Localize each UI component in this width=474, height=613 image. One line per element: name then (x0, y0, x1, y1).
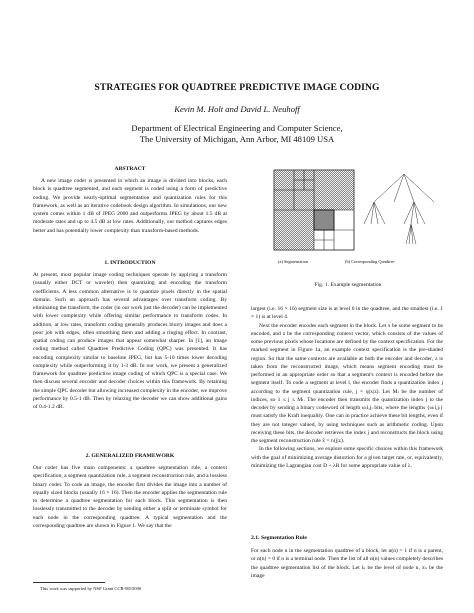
figure-caption-b: (b) Corresponding Quadtree (345, 259, 395, 264)
figure-1 (252, 168, 448, 268)
paper-title: STRATEGIES FOR QUADTREE PREDICTIVE IMAGE CODING (94, 82, 380, 93)
paper-affiliation (0, 123, 474, 145)
segmentation-rule-text (251, 547, 443, 580)
right-paragraph-4: For each node n in the segmentation quadtree of a block, let α(n) = 1 if n is a parent, or α(n) = 0 if n is a terminal node. Then the list of all α(n) values completely describes the quadtree segmentation list of the block. Let lₙ be the level of node n, xₙ be the image (251, 548, 443, 579)
footnote-rule (33, 582, 105, 583)
abstract-paragraph: A new image coder is presented in which an image is divided into blocks, each block is quadtree segmented, and each segment is coded using a form of predictive coding. We provide nearly-optimal segmentation and quantization rules for this framework, as well as an iterative codebook design algorithm. In simulations, our new system comes within 1 dB of JPEG 2000 and outperforms JPEG by about 1.5 dB at moderate rates and up to 4.5 dB at low rates. Additionally, our method captures edges better and has potentially lower complexity than transform-based methods. (33, 178, 227, 234)
figure-segmentation-graphic (252, 168, 448, 268)
right-paragraph-3: In the following sections, we explore some specific choices within this framework with the goal of minimizing average distortion for a given target rate, or, equivalently, minimizing the Lagrangian cost D + λR for some appropriate value of λ. (251, 446, 443, 469)
affiliation-line-1: Department of Electrical Engineering and Computer Science, (131, 123, 343, 133)
framework-heading: 2. GENERALIZED FRAMEWORK (85, 453, 175, 459)
abstract-text (33, 177, 227, 235)
affiliation-line-2: The University of Michigan, Ann Arbor, MI 48109 USA (139, 134, 335, 144)
figure-caption: Fig. 1. Example segmentation (314, 282, 382, 288)
framework-paragraph: Our coder has five main components: a quadtree segmentation rule, a context specification, a segment quantization rule, a segment reconstruction rule, and a lossless binary coder. To code an image, the encoder first divides the image into a number of equally sized blocks (usually 16 × 16). Then the encoder applies the segmentation rule to determine a quadtree segmentation for each block. This segmentation is then losslessly transmitted to the decoder by sending either a split or terminate symbol for each node in the corresponding quadtree. A typical segmentation and the corresponding quadtree are shown in Figure 1. We say that the (33, 465, 227, 529)
right-paragraph-2: Next the encoder encodes each segment in the block. Let x be some segment to be encoded, and z be the corresponding context vector, which consists of the values of some previous pixels whose locations are defined by the context specification. For the marked segment in Figure 1a, an example context specification is the pre-shaded region. So that the same contexts are available at both the encoder and decoder, z is taken from the reconstructed image, which means segment encoding must be performed in an appropriate order so that a segment's context is encoded before the segment itself. To code a segment at level l, the encoder finds a quantization index j according to the segment quantization rule, j = q(x|z). Let Mₗ be the number of indices, so 1 ≤ j ≤ Mₗ. The encoder then transmits the quantization index j to the decoder by sending a binary codeword of length ω₍l,j₎ bits, where the lengths {ω₍l,j₎} must satisfy the Kraft inequality. One can in practice achieve these bit lengths, even if they are not integer valued, by using techniques such as arithmetic coding. Upon receiving these bits, the decoder retrieves the index j and reconstructs the block using the segment reconstruction rule x̂ = rₗ(j|z). (251, 322, 443, 444)
figure-caption-a: (a) Segmentation (278, 259, 309, 264)
segmentation-rule-heading: 2.1. Segmentation Rule (251, 535, 307, 541)
framework-text (33, 464, 227, 530)
segmentation-grid (274, 170, 354, 250)
introduction-heading: 1. INTRODUCTION (104, 260, 156, 266)
paper-authors: Kevin M. Holt and David L. Neuhoff (174, 104, 300, 114)
right-column-text (251, 305, 443, 470)
introduction-text (33, 271, 227, 411)
footnote: This work was supported by NSF Grant CCR-9815006 (40, 586, 142, 591)
quadtree-diagram (364, 174, 434, 244)
abstract-heading: ABSTRACT (114, 166, 146, 172)
right-paragraph-1: largest (i.e. 16 × 16) segment size is at level 0 in the quadtree, and the smallest (i.e. 1 × 1) is at level 4. (251, 306, 443, 321)
introduction-paragraph: At present, most popular image coding techniques operate by applying a transform (usually either DCT or wavelet) then quantizing and encoding the transform coefficients. A less common alternative is to quantize pixels directly in the spatial domain. Such an approach has several advantages over transform coding. By eliminating the transform, the coder (in our work just the decoder) can be implemented with lower complexity while offering similar performance to transform codes. In addition, at low rates, transform coding generally produces blurry images and does a poor job with edges, often smoothing them and adding a ringing effect. In contrast, spatial coding can produce images that appear somewhat sharper. In [1], an image coding method called Quadtree Predictive Coding (QPC) was presented. It has encoding complexity similar to baseline JPEG, but has 5-10 times lower decoding complexity while outperforming it by 1-3 dB. In our work, we present a generalized framework for quadtree predictive image coding of which QPC is a special case. We then discuss several encoder and decoder choices within this framework. By retaining the simple QPC decoder but allowing increased complexity in the encoder, we improve performance by 0.5-1 dB. Then by relaxing the decoder we can show additional gains of 0.4-1.2 dB. (33, 272, 227, 410)
